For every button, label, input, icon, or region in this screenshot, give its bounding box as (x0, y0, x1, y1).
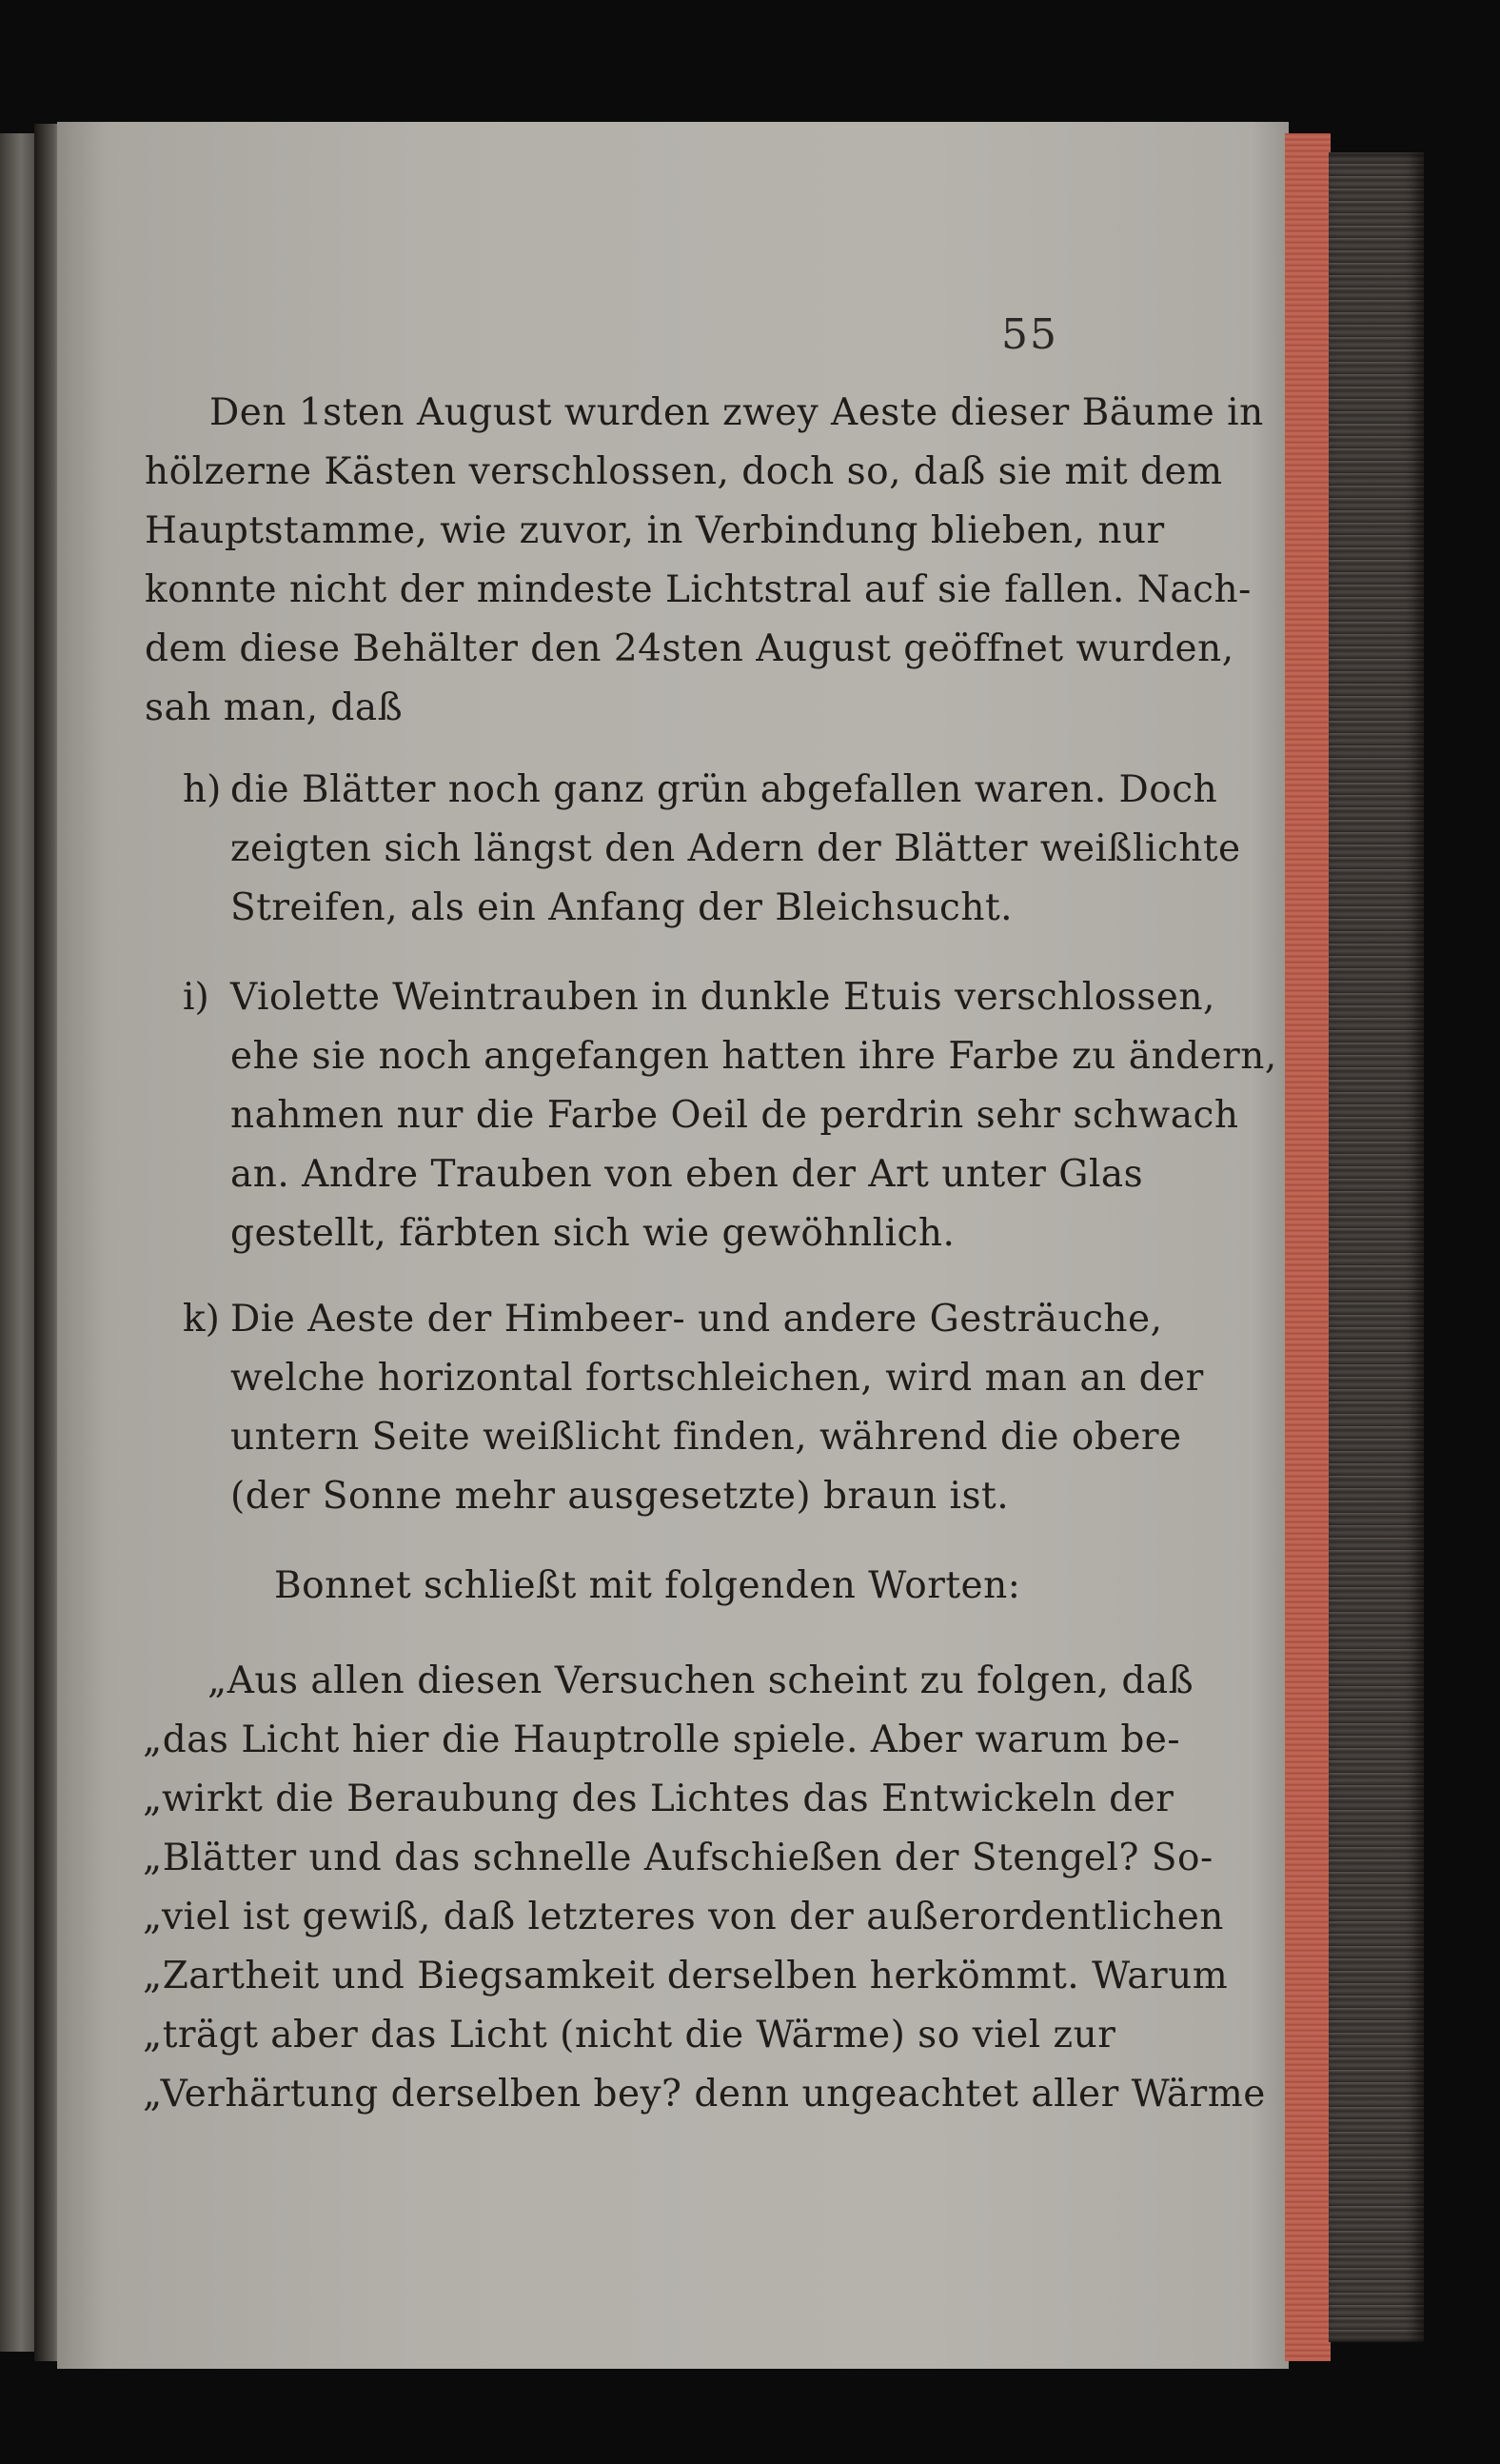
item-label-h: h) (183, 768, 222, 811)
page-number: 55 (1001, 310, 1058, 359)
text-line: Den 1sten August wurden zwey Aeste dieser Bäume in (209, 391, 1264, 434)
text-line: welche horizontal fortschleichen, wird man an der (230, 1357, 1204, 1400)
text-line: Streifen, als ein Anfang der Bleichsucht. (230, 886, 1014, 929)
quote-line: „Blätter und das schnelle Aufschießen der Stengel? So- (143, 1837, 1214, 1879)
text-line: konnte nicht der mindeste Lichtstral auf sie fallen. Nach- (145, 568, 1252, 611)
item-label-k: k) (183, 1298, 220, 1341)
quote-line: „Zartheit und Biegsamkeit derselben herkömmt. Warum (143, 1955, 1229, 1997)
text-line: dem diese Behälter den 24sten August geöffnet wurden, (145, 627, 1234, 670)
text-line: zeigten sich längst den Adern der Blätter weißlichte (230, 827, 1241, 870)
text-line: ehe sie noch angefangen hatten ihre Farbe zu ändern, (230, 1035, 1277, 1078)
text-line: nahmen nur die Farbe Oeil de perdrin sehr schwach (230, 1094, 1239, 1137)
text-line: Hauptstamme, wie zuvor, in Verbindung blieben, nur (145, 509, 1165, 552)
bonnet-line: Bonnet schließt mit folgenden Worten: (274, 1564, 1021, 1607)
text-line: untern Seite weißlicht finden, während die obere (230, 1416, 1182, 1459)
quote-line: „wirkt die Beraubung des Lichtes das Entwickeln der (143, 1778, 1174, 1820)
quote-line: „trägt aber das Licht (nicht die Wärme) so viel zur (143, 2014, 1116, 2057)
text-line: Violette Weintrauben in dunkle Etuis verschlossen, (230, 976, 1215, 1019)
text-line: hölzerne Kästen verschlossen, doch so, daß sie mit dem (145, 450, 1223, 493)
red-page-edges (1285, 133, 1331, 2361)
book-cover-edge (1329, 152, 1424, 2342)
quote-line: „Verhärtung derselben bey? denn ungeachtet aller Wärme (143, 2073, 1266, 2116)
quote-line: „viel ist gewiß, daß letzteres von der außerordentlichen (143, 1896, 1224, 1938)
quote-line: „Aus allen diesen Versuchen scheint zu folgen, daß (207, 1659, 1194, 1702)
quote-line: „das Licht hier die Hauptrolle spiele. Aber warum be- (143, 1719, 1181, 1761)
text-line: an. Andre Trauben von eben der Art unter Glas (230, 1153, 1144, 1196)
text-line: gestellt, färbten sich wie gewöhnlich. (230, 1212, 956, 1255)
text-line: sah man, daß (145, 686, 404, 729)
item-label-i: i) (183, 976, 209, 1019)
previous-page-edge (0, 133, 38, 2352)
text-line: die Blätter noch ganz grün abgefallen waren. Doch (230, 768, 1218, 811)
text-line: (der Sonne mehr ausgesetzte) braun ist. (230, 1475, 1010, 1518)
text-line: Die Aeste der Himbeer- und andere Gesträuche, (230, 1298, 1163, 1341)
